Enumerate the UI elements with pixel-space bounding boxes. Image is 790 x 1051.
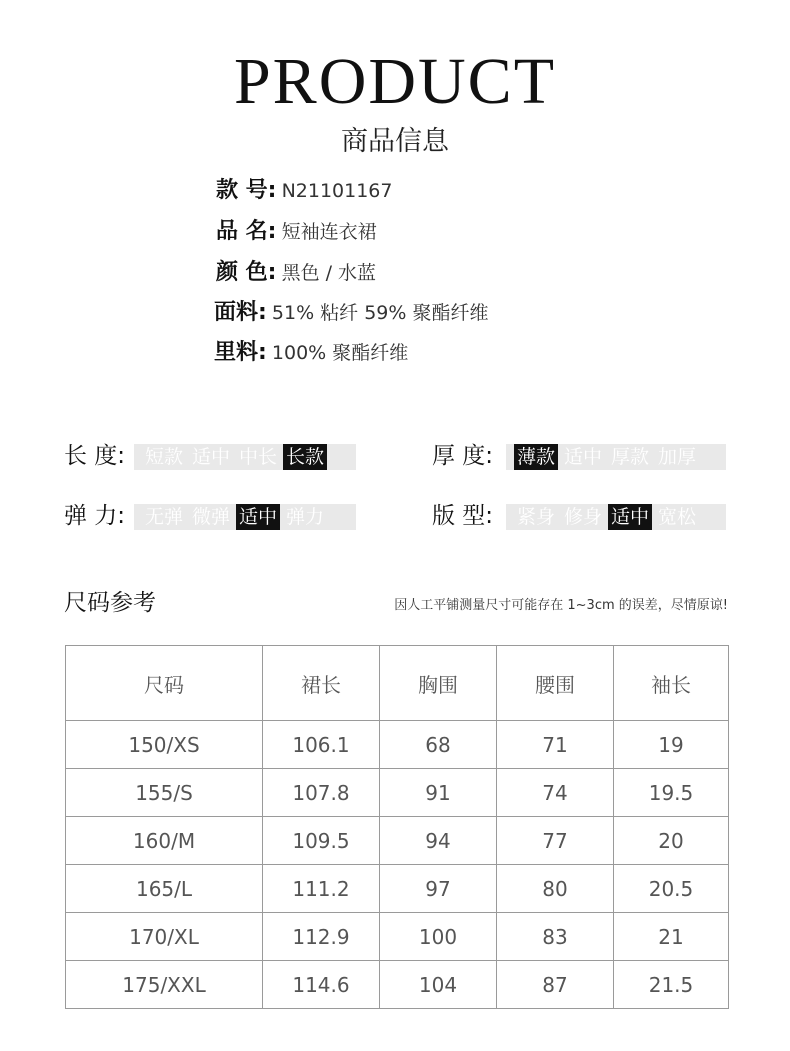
info-row-product-name — [216, 217, 377, 247]
attr-option: 紧身 — [517, 506, 556, 528]
table-cell: 100 — [380, 913, 497, 961]
table-cell: 175/XXL — [66, 961, 263, 1009]
page-title: PRODUCT — [233, 45, 557, 118]
attr-option: 加厚 — [658, 446, 697, 468]
table-cell: 155/S — [66, 769, 263, 817]
info-label: 面料: — [214, 300, 267, 325]
attr-label: 版 型: — [432, 503, 494, 529]
table-cell: 19.5 — [614, 769, 729, 817]
table-cell: 71 — [497, 721, 614, 769]
attr-option: 薄款 — [514, 444, 558, 470]
table-row — [66, 721, 729, 769]
info-row-color — [216, 258, 376, 288]
attr-row-elasticity — [64, 502, 364, 530]
table-cell: 109.5 — [263, 817, 380, 865]
attr-option: 长款 — [283, 444, 327, 470]
attr-option: 无弹 — [145, 506, 184, 528]
attr-label: 厚 度: — [432, 443, 494, 469]
info-row-lining — [214, 338, 408, 368]
attr-option: 适中 — [564, 446, 603, 468]
table-cell: 20 — [614, 817, 729, 865]
info-row-fabric — [214, 298, 489, 328]
table-cell: 21.5 — [614, 961, 729, 1009]
table-cell: 87 — [497, 961, 614, 1009]
page-subtitle: 商品信息 — [341, 126, 449, 157]
attr-row-fit — [432, 502, 732, 530]
table-row — [66, 769, 729, 817]
table-cell: 68 — [380, 721, 497, 769]
table-cell: 80 — [497, 865, 614, 913]
info-value: 51% 粘纤 59% 聚酯纤维 — [271, 302, 489, 324]
attr-options-bar — [506, 504, 726, 530]
attr-option: 适中 — [192, 446, 231, 468]
table-cell: 77 — [497, 817, 614, 865]
table-cell: 83 — [497, 913, 614, 961]
column-header: 胸围 — [380, 646, 497, 721]
table-cell: 165/L — [66, 865, 263, 913]
attr-option: 中长 — [239, 446, 278, 468]
info-label: 品 名: — [216, 219, 277, 244]
table-cell: 170/XL — [66, 913, 263, 961]
attr-options-bar — [134, 504, 356, 530]
info-label: 里料: — [214, 340, 267, 365]
attr-row-thickness — [432, 442, 732, 470]
table-cell: 150/XS — [66, 721, 263, 769]
attr-option: 适中 — [608, 504, 652, 530]
table-cell: 94 — [380, 817, 497, 865]
attr-option: 厚款 — [611, 446, 650, 468]
info-value: 黑色 / 水蓝 — [281, 262, 377, 284]
table-cell: 106.1 — [263, 721, 380, 769]
attr-options-bar — [134, 444, 356, 470]
column-header: 袖长 — [614, 646, 729, 721]
info-label: 颜 色: — [216, 260, 277, 285]
attr-option: 弹力 — [286, 506, 325, 528]
attr-row-length — [64, 442, 364, 470]
table-cell: 107.8 — [263, 769, 380, 817]
table-row — [66, 913, 729, 961]
table-cell: 97 — [380, 865, 497, 913]
info-value: 短袖连衣裙 — [281, 221, 377, 243]
table-row — [66, 817, 729, 865]
column-header: 尺码 — [66, 646, 263, 721]
table-cell: 20.5 — [614, 865, 729, 913]
info-value: N21101167 — [281, 180, 393, 202]
table-cell: 114.6 — [263, 961, 380, 1009]
table-row — [66, 865, 729, 913]
table-cell: 111.2 — [263, 865, 380, 913]
info-value: 100% 聚酯纤维 — [271, 342, 409, 364]
attr-option: 微弹 — [192, 506, 231, 528]
attr-option: 适中 — [236, 504, 280, 530]
size-chart-note: 因人工平铺测量尺寸可能存在 1~3cm 的误差，尽情原谅! — [394, 598, 728, 613]
table-row — [66, 961, 729, 1009]
attr-option: 宽松 — [658, 506, 697, 528]
size-chart-title: 尺码参考 — [64, 590, 156, 616]
table-cell: 112.9 — [263, 913, 380, 961]
attr-label: 长 度: — [64, 443, 126, 469]
column-header: 裙长 — [263, 646, 380, 721]
attr-label: 弹 力: — [64, 503, 126, 529]
attr-option: 短款 — [145, 446, 184, 468]
size-table — [65, 645, 729, 1009]
attr-option: 修身 — [564, 506, 603, 528]
table-header-row — [66, 646, 729, 721]
column-header: 腰围 — [497, 646, 614, 721]
attr-options-bar — [506, 444, 726, 470]
info-label: 款 号: — [216, 178, 277, 203]
table-cell: 21 — [614, 913, 729, 961]
info-row-style-number — [216, 176, 392, 206]
table-cell: 19 — [614, 721, 729, 769]
table-cell: 74 — [497, 769, 614, 817]
table-cell: 104 — [380, 961, 497, 1009]
table-cell: 91 — [380, 769, 497, 817]
table-cell: 160/M — [66, 817, 263, 865]
